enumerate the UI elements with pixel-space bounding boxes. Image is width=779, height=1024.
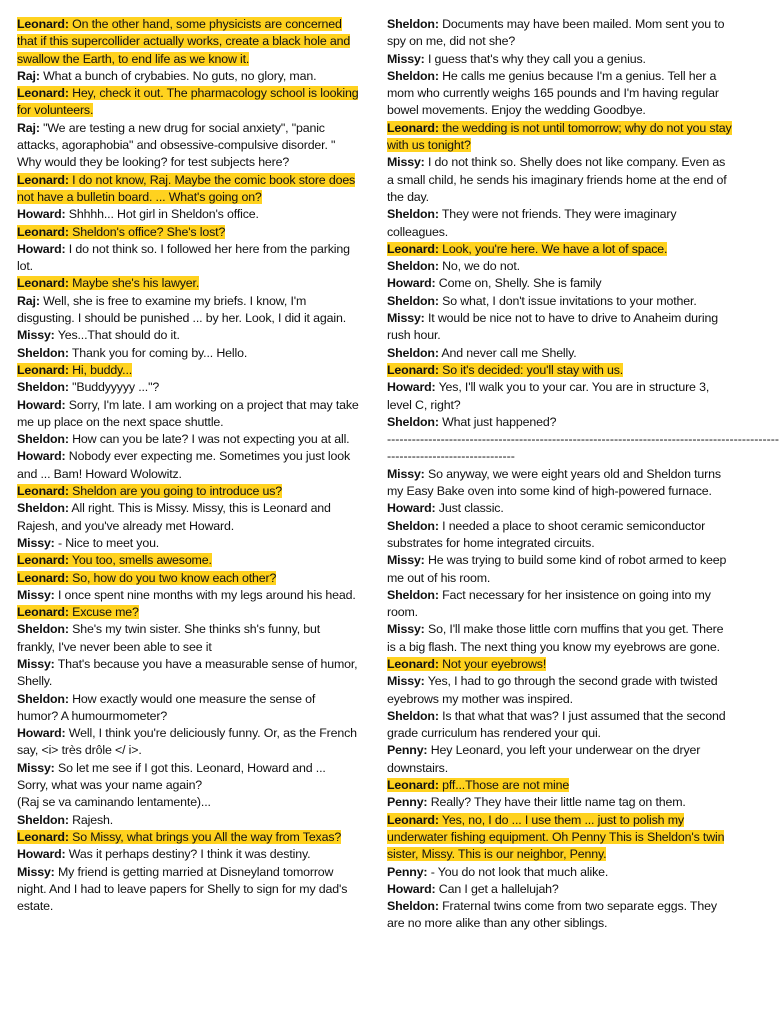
dialogue-text: How exactly would one measure the sense of humor? A humourmometer? <box>17 691 316 723</box>
speaker-name: Missy: <box>17 587 55 602</box>
dialogue-line <box>17 846 359 863</box>
dialogue-line <box>17 362 359 379</box>
highlighted-dialogue <box>387 363 623 377</box>
dialogue-text: Well, she is free to examine my briefs. I know, I'm disgusting. I should be punished ... by her. Look, I did it again. <box>17 293 347 326</box>
dialogue-body <box>387 380 709 411</box>
speaker-name: Leonard: <box>17 829 69 844</box>
highlighted-dialogue <box>17 86 358 117</box>
dialogue-line <box>387 379 732 414</box>
speaker-name: Leonard: <box>17 276 69 291</box>
speaker-name: Leonard: <box>17 570 69 585</box>
scene-separator: ----------------------------------------------------------------------------------------------- <box>387 432 779 447</box>
speaker-name: Leonard: <box>387 812 439 827</box>
dialogue-text: I once spent nine months with my legs around his head. <box>54 587 356 602</box>
highlighted-dialogue <box>387 813 724 862</box>
dialogue-line <box>17 691 359 726</box>
speaker-name: Sheldon: <box>17 691 69 706</box>
dialogue-text: Thank you for coming by... Hello. <box>68 345 248 360</box>
speaker-name: Penny: <box>387 743 428 758</box>
dialogue-body <box>387 882 559 896</box>
dialogue-body <box>17 398 359 429</box>
speaker-name: Missy: <box>387 553 425 568</box>
speaker-name: Sheldon: <box>387 518 439 533</box>
speaker-name: Howard: <box>17 449 66 464</box>
dialogue-line <box>387 777 732 794</box>
speaker-name: Howard: <box>17 397 66 412</box>
dialogue-body <box>17 657 357 688</box>
speaker-name: Leonard: <box>17 224 69 239</box>
dialogue-line <box>17 379 359 396</box>
dialogue-text: So, I'll make those little corn muffins that you get. There is a big flash. The next thing you know my eyebrows are gone. <box>387 622 724 654</box>
dialogue-body <box>387 795 686 809</box>
speaker-name: Leonard: <box>17 484 69 499</box>
speaker-name: Howard: <box>387 501 436 516</box>
dialogue-body <box>17 588 356 602</box>
speaker-name: Leonard: <box>17 605 69 620</box>
dialogue-line <box>17 483 359 500</box>
dialogue-body <box>387 899 717 930</box>
speaker-name: Missy: <box>17 535 55 550</box>
dialogue-body <box>17 761 326 792</box>
dialogue-text: I do not know, Raj. Maybe the comic book store does not have a bulletin board. ... What's going on? <box>17 172 356 204</box>
dialogue-line <box>387 154 732 206</box>
speaker-name: Sheldon: <box>387 414 439 429</box>
dialogue-text: "We are testing a new drug for social anxiety", "panic attacks, agoraphobia" and obsessive-compulsive disorder. " Why would they be looking? for test subjects here? <box>17 120 336 170</box>
speaker-name: Sheldon: <box>17 812 69 827</box>
dialogue-line <box>387 241 732 258</box>
dialogue-line <box>387 68 732 120</box>
dialogue-line <box>17 85 359 120</box>
dialogue-text: It would be nice not to have to drive to Anaheim during rush hour. <box>387 311 718 343</box>
dialogue-text: Fraternal twins come from two separate eggs. They are no more alike than any other siblings. <box>387 899 717 931</box>
speaker-name: Sheldon: <box>387 17 439 31</box>
dialogue-line <box>17 241 359 276</box>
dialogue-text: Just classic. <box>435 501 504 516</box>
dialogue-body <box>17 69 316 83</box>
highlighted-dialogue <box>17 484 282 498</box>
dialogue-line <box>17 206 359 223</box>
dialogue-text: Sheldon's office? She's lost? <box>68 224 226 239</box>
dialogue-body <box>387 674 717 705</box>
dialogue-text: Yes, no, I do ... I use them ... just to polish my underwater fishing equipment. Oh Penny This is Sheldon's twin sister, Missy. This is our neighbor, Penny. <box>387 812 725 862</box>
speaker-name: Leonard: <box>387 656 439 671</box>
dialogue-line <box>17 794 359 811</box>
dialogue-text: Was it perhaps destiny? I think it was destiny. <box>65 847 311 862</box>
speaker-name: Sheldon: <box>387 207 439 222</box>
dialogue-text: He was trying to build some kind of robot armed to keep me out of his room. <box>387 553 727 585</box>
dialogue-body <box>387 415 556 429</box>
dialogue-text: My friend is getting married at Disneyland tomorrow night. And I had to leave papers for Shelly to sign for my dad's estate. <box>17 864 348 914</box>
speaker-name: Missy: <box>17 864 55 879</box>
dialogue-body <box>17 328 180 342</box>
dialogue-line <box>387 881 732 898</box>
speaker-name: Missy: <box>17 656 55 671</box>
dialogue-line <box>387 414 732 431</box>
speaker-name: Leonard: <box>387 362 439 377</box>
speaker-name: Sheldon: <box>17 380 69 395</box>
dialogue-body <box>387 259 520 273</box>
dialogue-text: I do not think so. I followed her here from the parking lot. <box>17 241 350 274</box>
dialogue-text: Fact necessary for her insistence on going into my room. <box>387 587 711 620</box>
dialogue-text: Really? They have their little name tag on them. <box>427 795 686 810</box>
dialogue-text: Documents may have been mailed. Mom sent you to spy on me, did not she? <box>387 17 725 49</box>
dialogue-body <box>387 519 705 550</box>
dialogue-line <box>387 16 732 51</box>
dialogue-line <box>17 812 359 829</box>
speaker-name: Leonard: <box>17 86 69 101</box>
speaker-name: Leonard: <box>387 120 439 135</box>
right-column <box>387 16 779 933</box>
dialogue-line <box>17 760 359 795</box>
dialogue-text: So Missy, what brings you All the way from Texas? <box>68 829 342 844</box>
dialogue-body <box>387 467 721 498</box>
dialogue-line <box>387 587 732 622</box>
dialogue-text: Hey, check it out. The pharmacology school is looking for volunteers. <box>17 86 359 118</box>
dialogue-text: So what, I don't issue invitations to your mother. <box>438 293 697 308</box>
dialogue-text: Come on, Shelly. She is family <box>435 276 602 291</box>
dialogue-body <box>387 709 726 740</box>
highlighted-dialogue <box>387 242 667 256</box>
dialogue-text: That's because you have a measurable sense of humor, Shelly. <box>17 656 358 689</box>
dialogue-line <box>387 345 732 362</box>
dialogue-text: They were not friends. They were imaginary colleagues. <box>387 207 677 239</box>
dialogue-text: Sorry, I'm late. I am working on a project that may take me up place on the next space shuttle. <box>17 397 359 429</box>
dialogue-text: How can you be late? I was not expecting you at all. <box>68 432 350 447</box>
dialogue-body <box>17 449 350 480</box>
dialogue-text: Yes, I had to go through the second grade with twisted eyebrows my mother was inspired. <box>387 674 718 706</box>
speaker-name: Sheldon: <box>17 345 69 360</box>
speaker-name: Sheldon: <box>387 293 439 308</box>
dialogue-body <box>387 294 697 308</box>
dialogue-line <box>17 829 359 846</box>
dialogue-text: Hi, buddy... <box>68 362 133 377</box>
dialogue-text: Shhhh... Hot girl in Sheldon's office. <box>65 207 259 222</box>
dialogue-text: So anyway, we were eight years old and Sheldon turns my Easy Bake oven into some kind of high-powered furnace. <box>387 466 721 499</box>
dialogue-body <box>17 536 159 550</box>
dialogue-text: Can I get a hallelujah? <box>435 881 559 896</box>
speaker-name: Sheldon: <box>387 68 439 83</box>
dialogue-text: She's my twin sister. She thinks sh's funny, but frankly, I've never been able to see it <box>17 622 321 654</box>
speaker-name: Missy: <box>387 311 425 326</box>
dialogue-text: Well, I think you're deliciously funny. Or, as the French say, <i> très drôle </ i>. <box>17 726 357 758</box>
speaker-name: Leonard: <box>17 17 69 31</box>
dialogue-line <box>387 258 732 275</box>
dialogue-line <box>17 16 359 68</box>
speaker-name: Howard: <box>17 726 66 741</box>
highlighted-dialogue <box>387 778 569 792</box>
speaker-name: Missy: <box>387 466 425 481</box>
dialogue-text: Yes, I'll walk you to your car. You are in structure 3, level C, right? <box>387 380 710 412</box>
speaker-name: Sheldon: <box>17 501 69 516</box>
dialogue-line <box>17 725 359 760</box>
dialogue-line <box>17 68 359 85</box>
speaker-name: Howard: <box>387 380 436 395</box>
dialogue-text: I do not think so. Shelly does not like company. Even as a small child, he sends his imaginary friends home at the end of the day. <box>387 155 727 204</box>
dialogue-line <box>17 587 359 604</box>
dialogue-text: All right. This is Missy. Missy, this is Leonard and Rajesh, and you've already met Howard. <box>17 501 331 533</box>
speaker-name: Howard: <box>17 207 66 222</box>
dialogue-text: Maybe she's his lawyer. <box>68 276 200 291</box>
dialogue-line <box>387 518 732 553</box>
speaker-name: Raj: <box>17 120 40 135</box>
dialogue-line <box>17 621 359 656</box>
dialogue-body <box>17 346 247 360</box>
dialogue-body <box>17 207 259 221</box>
dialogue-line <box>387 362 732 379</box>
highlighted-dialogue <box>17 553 212 567</box>
speaker-name: Missy: <box>387 155 425 170</box>
dialogue-body <box>17 847 310 861</box>
speaker-name: Sheldon: <box>387 587 439 602</box>
dialogue-line <box>387 898 732 933</box>
dialogue-line <box>387 794 732 811</box>
dialogue-line <box>387 621 732 656</box>
dialogue-body <box>387 743 700 774</box>
dialogue-text: Sheldon are you going to introduce us? <box>68 484 283 499</box>
dialogue-line <box>387 552 732 587</box>
dialogue-line <box>17 224 359 241</box>
dialogue-line <box>17 275 359 292</box>
highlighted-dialogue <box>17 605 139 619</box>
dialogue-text: Excuse me? <box>68 605 139 620</box>
speaker-name: Missy: <box>387 51 425 66</box>
dialogue-body <box>387 311 718 342</box>
dialogue-body <box>387 622 723 653</box>
dialogue-line <box>387 500 732 517</box>
dialogue-text: And never call me Shelly. <box>438 345 577 360</box>
dialogue-body <box>17 726 357 757</box>
dialogue-body <box>387 501 504 515</box>
dialogue-text: What a bunch of crybabies. No guts, no glory, man. <box>39 68 317 83</box>
dialogue-body <box>387 69 719 118</box>
left-column <box>17 16 359 915</box>
dialogue-body <box>17 501 331 532</box>
dialogue-text: Yes...That should do it. <box>54 328 180 343</box>
speaker-name: Sheldon: <box>17 622 69 637</box>
speaker-name: Sheldon: <box>387 259 439 274</box>
dialogue-line <box>387 293 732 310</box>
speaker-name: Missy: <box>17 328 55 343</box>
dialogue-text: Not your eyebrows! <box>438 656 547 671</box>
highlighted-dialogue <box>17 276 199 290</box>
dialogue-text: Look, you're here. We have a lot of space. <box>438 241 668 256</box>
speaker-name: Missy: <box>387 674 425 689</box>
speaker-name: Leonard: <box>17 553 69 568</box>
dialogue-line <box>387 206 732 241</box>
dialogue-text: Is that what that was? I just assumed that the second grade curriculum has rendered your qui. <box>387 708 726 741</box>
dialogue-text: "Buddyyyyy ..."? <box>68 380 160 395</box>
speaker-name: Howard: <box>17 847 66 862</box>
speaker-name: Leonard: <box>387 778 439 793</box>
dialogue-line <box>17 397 359 432</box>
speaker-name: Penny: <box>387 864 428 879</box>
dialogue-line <box>387 466 732 501</box>
scene-separator: ------------------------------- <box>387 449 515 464</box>
dialogue-body <box>17 121 335 170</box>
dialogue-text: pff...Those are not mine <box>438 778 570 793</box>
dialogue-text: So let me see if I got this. Leonard, Howard and ... Sorry, what was your name again? <box>17 760 326 793</box>
dialogue-body <box>17 294 346 325</box>
speaker-name: Howard: <box>387 276 436 291</box>
dialogue-body <box>387 588 711 619</box>
dialogue-line <box>17 327 359 344</box>
dialogue-line <box>17 656 359 691</box>
dialogue-text: the wedding is not until tomorrow; why do not you stay with us tonight? <box>387 120 732 153</box>
speaker-name: Howard: <box>17 241 66 256</box>
dialogue-line <box>17 431 359 448</box>
highlighted-dialogue <box>17 225 225 239</box>
dialogue-line <box>387 310 732 345</box>
dialogue-line <box>387 275 732 292</box>
speaker-name: Howard: <box>387 881 436 896</box>
dialogue-line <box>387 673 732 708</box>
highlighted-dialogue <box>387 121 732 152</box>
dialogue-text: - You do not look that much alike. <box>427 864 609 879</box>
highlighted-dialogue <box>387 657 546 671</box>
dialogue-text: I guess that's why they call you a genius. <box>424 51 646 66</box>
highlighted-dialogue <box>17 830 341 844</box>
dialogue-line <box>17 604 359 621</box>
dialogue-body <box>387 17 724 48</box>
dialogue-text: He calls me genius because I'm a genius. Tell her a mom who currently weighs 165 pounds and I'm having regular bowel movements. Enjoy the wedding Goodbye. <box>387 68 719 118</box>
speaker-name: Sheldon: <box>387 899 439 914</box>
dialogue-line <box>17 570 359 587</box>
dialogue-line <box>17 500 359 535</box>
dialogue-body <box>387 553 726 584</box>
dialogue-line <box>17 535 359 552</box>
dialogue-text: No, we do not. <box>438 259 520 274</box>
dialogue-line <box>387 708 732 743</box>
dialogue-text: So, how do you two know each other? <box>68 570 277 585</box>
dialogue-body <box>17 865 347 914</box>
dialogue-text: Hey Leonard, you left your underwear on the dryer downstairs. <box>387 743 701 775</box>
speaker-name: Sheldon: <box>17 432 69 447</box>
dialogue-text: - Nice to meet you. <box>54 535 160 550</box>
speaker-name: Leonard: <box>17 362 69 377</box>
dialogue-body <box>387 207 676 238</box>
dialogue-text: So it's decided: you'll stay with us. <box>438 362 624 377</box>
dialogue-body <box>17 432 349 446</box>
dialogue-body <box>387 155 727 204</box>
dialogue-body <box>17 380 159 394</box>
highlighted-dialogue <box>17 363 132 377</box>
dialogue-line <box>17 448 359 483</box>
dialogue-line <box>17 120 359 172</box>
dialogue-line <box>387 812 732 864</box>
dialogue-body <box>387 346 577 360</box>
speaker-name: Leonard: <box>17 172 69 187</box>
highlighted-dialogue <box>17 17 350 66</box>
dialogue-line <box>387 51 732 68</box>
speaker-name: Leonard: <box>387 241 439 256</box>
dialogue-line <box>17 864 359 916</box>
dialogue-body <box>17 622 320 653</box>
dialogue-text: What just happened? <box>438 414 557 429</box>
speaker-name: Penny: <box>387 795 428 810</box>
dialogue-line <box>17 293 359 328</box>
dialogue-line <box>387 864 732 881</box>
dialogue-line <box>17 172 359 207</box>
dialogue-line <box>17 345 359 362</box>
dialogue-text: (Raj se va caminando lentamente)... <box>17 795 211 810</box>
dialogue-line <box>387 120 732 155</box>
dialogue-text: Rajesh. <box>68 812 114 827</box>
dialogue-text: Nobody ever expecting me. Sometimes you just look and ... Bam! Howard Wolowitz. <box>17 449 351 481</box>
dialogue-body <box>17 813 113 827</box>
dialogue-text: You too, smells awesome. <box>68 553 212 568</box>
speaker-name: Raj: <box>17 68 40 83</box>
speaker-name: Sheldon: <box>387 345 439 360</box>
speaker-name: Missy: <box>387 622 425 637</box>
dialogue-body <box>17 692 315 723</box>
dialogue-line <box>387 742 732 777</box>
dialogue-text: I needed a place to shoot ceramic semiconductor substrates for home integrated circuits. <box>387 518 706 550</box>
dialogue-body <box>17 242 350 273</box>
highlighted-dialogue <box>17 173 355 204</box>
dialogue-body <box>387 276 601 290</box>
speaker-name: Missy: <box>17 760 55 775</box>
dialogue-line <box>17 552 359 569</box>
highlighted-dialogue <box>17 571 276 585</box>
dialogue-body <box>387 865 608 879</box>
dialogue-text: On the other hand, some physicists are concerned that if this supercollider actually works, create a black hole and swallow the Earth, to end life as we know it. <box>17 17 351 66</box>
speaker-name: Raj: <box>17 293 40 308</box>
dialogue-line <box>387 656 732 673</box>
speaker-name: Sheldon: <box>387 708 439 723</box>
dialogue-body <box>17 795 211 809</box>
dialogue-body <box>387 52 646 66</box>
